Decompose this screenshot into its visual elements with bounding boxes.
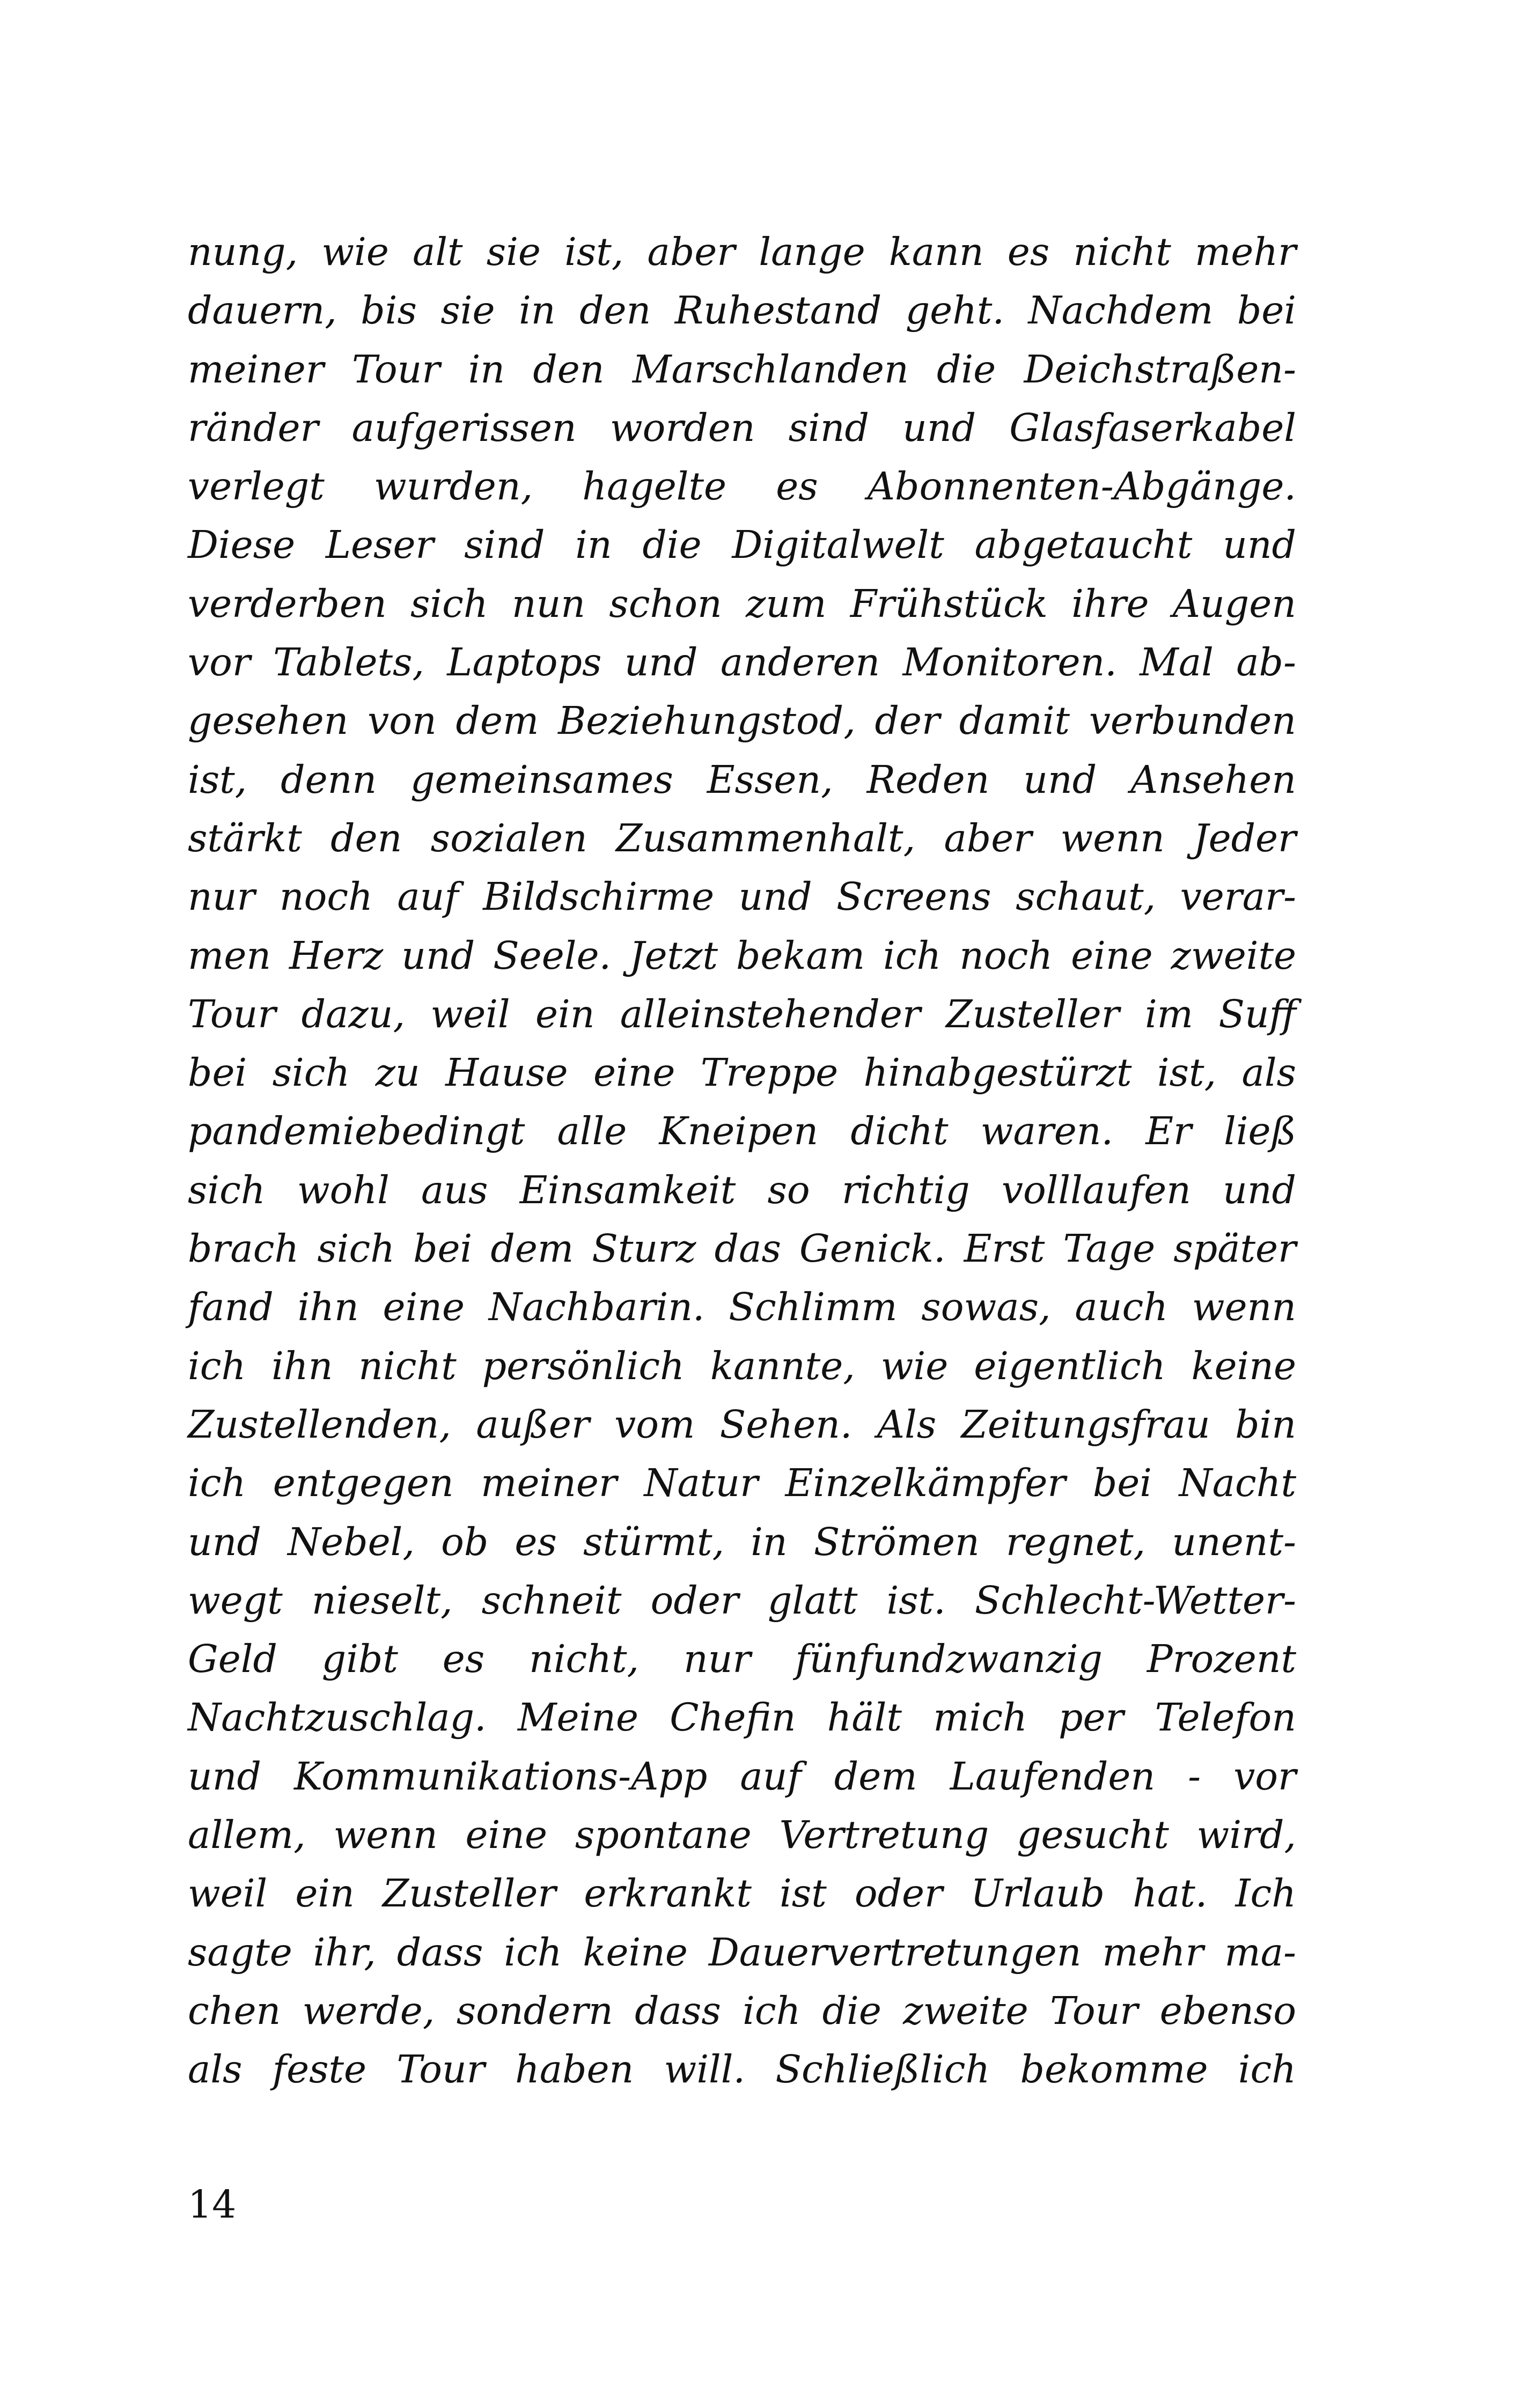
text-line: fand ihn eine Nachbarin. Schlimm sowas, auch wenn: [188, 1285, 1296, 1330]
text-line: Diese Leser sind in die Digitalwelt abgetaucht und: [188, 522, 1296, 568]
text-line: ist, denn gemeinsames Essen, Reden und Ansehen: [188, 757, 1296, 802]
text-line: sich wohl aus Einsamkeit so richtig volllaufen und: [188, 1167, 1296, 1212]
text-line: pandemiebedingt alle Kneipen dicht waren. Er ließ: [188, 1109, 1296, 1154]
text-line: bei sich zu Hause eine Treppe hinabgestürzt ist, als: [188, 1050, 1296, 1095]
text-line: allem, wenn eine spontane Vertretung gesucht wird,: [188, 1813, 1296, 1858]
text-line: als feste Tour haben will. Schließlich bekomme ich: [188, 2047, 1296, 2092]
text-line: Geld gibt es nicht, nur fünfundzwanzig Prozent: [188, 1637, 1296, 1682]
text-line: Zustellenden, außer vom Sehen. Als Zeitungsfrau bin: [188, 1402, 1296, 1447]
text-line: ich ihn nicht persönlich kannte, wie eigentlich keine: [188, 1343, 1296, 1388]
text-line: men Herz und Seele. Jetzt bekam ich noch eine zweite: [188, 933, 1296, 978]
text-line: brach sich bei dem Sturz das Genick. Erst Tage später: [188, 1226, 1296, 1271]
text-line: meiner Tour in den Marschlanden die Deichstraßen-: [188, 347, 1296, 392]
text-line: Tour dazu, weil ein alleinstehender Zusteller im Suff: [188, 991, 1296, 1036]
text-line: vor Tablets, Laptops und anderen Monitoren. Mal ab-: [188, 640, 1296, 685]
text-line: ränder aufgerissen worden sind und Glasfaserkabel: [188, 405, 1296, 450]
text-line: ich entgegen meiner Natur Einzelkämpfer bei Nacht: [188, 1461, 1296, 1506]
body-text: [188, 223, 1296, 2099]
text-line: verderben sich nun schon zum Frühstück ihre Augen: [188, 581, 1296, 626]
text-line: chen werde, sondern dass ich die zweite Tour ebenso: [188, 1988, 1296, 2033]
text-line: gesehen von dem Beziehungstod, der damit verbunden: [188, 698, 1296, 743]
text-line: und Nebel, ob es stürmt, in Strömen regnet, unent-: [188, 1519, 1296, 1564]
text-line: Nachtzuschlag. Meine Chefin hält mich per Telefon: [188, 1695, 1296, 1740]
text-line: wegt nieselt, schneit oder glatt ist. Schlecht-Wetter-: [188, 1578, 1296, 1623]
text-line: nur noch auf Bildschirme und Screens schaut, verar-: [188, 874, 1296, 919]
page-number: 14: [188, 2182, 237, 2227]
text-line: nung, wie alt sie ist, aber lange kann es nicht mehr: [188, 230, 1296, 274]
text-line: sagte ihr, dass ich keine Dauervertretungen mehr ma-: [188, 1930, 1296, 1975]
text-line: dauern, bis sie in den Ruhestand geht. Nachdem bei: [188, 288, 1296, 333]
text-line: verlegt wurden, hagelte es Abonnenten-Abgänge.: [188, 464, 1296, 509]
text-line: weil ein Zusteller erkrankt ist oder Urlaub hat. Ich: [188, 1871, 1296, 1916]
text-line: stärkt den sozialen Zusammenhalt, aber wenn Jeder: [188, 815, 1296, 860]
text-line: und Kommunikations-App auf dem Laufenden - vor: [188, 1754, 1296, 1799]
